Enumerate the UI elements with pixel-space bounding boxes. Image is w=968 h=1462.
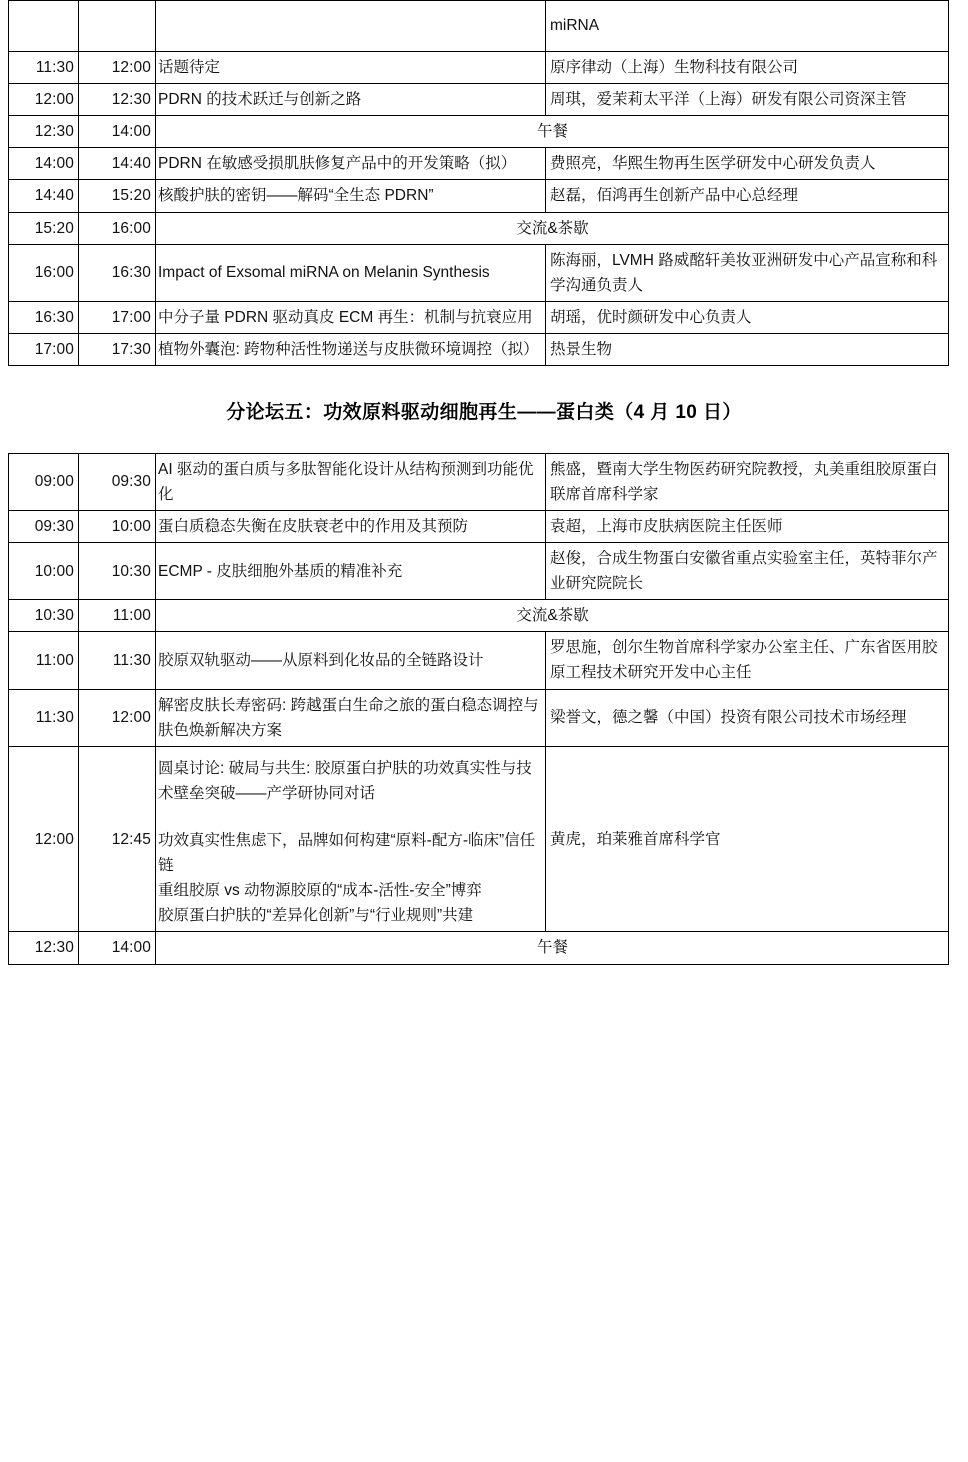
table-row — [9, 632, 949, 689]
cell-topic: 核酸护肤的密钥——解码“全生态 PDRN” — [156, 180, 546, 212]
table-row — [9, 600, 949, 632]
cell-end-time: 17:00 — [79, 301, 156, 333]
cell-topic — [156, 1, 546, 52]
cell-speaker: 热景生物 — [546, 333, 949, 365]
table-row — [9, 689, 949, 746]
table-row — [9, 301, 949, 333]
cell-start-time: 14:40 — [9, 180, 79, 212]
cell-end-time: 11:00 — [79, 600, 156, 632]
cell-end-time: 10:30 — [79, 543, 156, 600]
cell-start-time: 16:30 — [9, 301, 79, 333]
table-spacer — [0, 366, 968, 400]
cell-topic: PDRN 在敏感受损肌肤修复产品中的开发策略（拟） — [156, 148, 546, 180]
cell-end-time: 12:45 — [79, 746, 156, 932]
cell-end-time: 14:00 — [79, 932, 156, 964]
cell-end-time: 14:40 — [79, 148, 156, 180]
cell-topic: 植物外囊泡: 跨物种活性物递送与皮肤微环境调控（拟） — [156, 333, 546, 365]
cell-speaker: 赵俊，合成生物蛋白安徽省重点实验室主任，英特菲尔产业研究院院长 — [546, 543, 949, 600]
cell-merged-break: 交流&茶歇 — [156, 212, 949, 244]
table-row — [9, 116, 949, 148]
roundtable-paragraph: 胶原蛋白护肤的“差异化创新”与“行业规则”共建 — [158, 907, 474, 925]
cell-end-time: 14:00 — [79, 116, 156, 148]
cell-speaker: 梁誉文，德之馨（中国）投资有限公司技术市场经理 — [546, 689, 949, 746]
cell-speaker: 费照亮，华熙生物再生医学研发中心研发负责人 — [546, 148, 949, 180]
cell-end-time: 12:00 — [79, 689, 156, 746]
table-row — [9, 746, 949, 932]
section-title-forum-five: 分论坛五：功效原料驱动细胞再生——蛋白类（4 月 10 日） — [226, 402, 742, 424]
cell-start-time: 12:30 — [9, 932, 79, 964]
cell-end-time: 15:20 — [79, 180, 156, 212]
cell-topic: 话题待定 — [156, 52, 546, 84]
cell-speaker: 赵磊，佰鸿再生创新产品中心总经理 — [546, 180, 949, 212]
table-row — [9, 1, 949, 52]
paragraph-gap — [158, 806, 543, 828]
cell-start-time: 11:30 — [9, 689, 79, 746]
cell-speaker: 胡瑶，优时颜研发中心负责人 — [546, 301, 949, 333]
cell-speaker: 罗思施，创尔生物首席科学家办公室主任、广东省医用胶原工程技术研究开发中心主任 — [546, 632, 949, 689]
table-row — [9, 148, 949, 180]
cell-topic: 胶原双轨驱动——从原料到化妆品的全链路设计 — [156, 632, 546, 689]
cell-start-time: 12:00 — [9, 746, 79, 932]
cell-end-time — [79, 1, 156, 52]
roundtable-paragraph: 重组胶原 vs 动物源胶原的“成本-活性-安全”博弈 — [158, 882, 482, 900]
table-row — [9, 333, 949, 365]
agenda-table-forum-five — [8, 453, 949, 965]
cell-end-time: 10:00 — [79, 510, 156, 542]
cell-start-time: 14:00 — [9, 148, 79, 180]
cell-end-time: 09:30 — [79, 453, 156, 510]
cell-start-time: 10:00 — [9, 543, 79, 600]
cell-topic: AI 驱动的蛋白质与多肽智能化设计从结构预测到功能优化 — [156, 453, 546, 510]
cell-topic: 中分子量 PDRN 驱动真皮 ECM 再生：机制与抗衰应用 — [156, 301, 546, 333]
table-row — [9, 543, 949, 600]
roundtable-paragraph: 功效真实性焦虑下，品牌如何构建“原料-配方-临床”信任链 — [158, 832, 536, 875]
cell-speaker: miRNA — [546, 1, 949, 52]
cell-end-time: 16:00 — [79, 212, 156, 244]
cell-start-time: 09:30 — [9, 510, 79, 542]
cell-start-time: 09:00 — [9, 453, 79, 510]
cell-topic: PDRN 的技术跃迁与创新之路 — [156, 84, 546, 116]
cell-speaker: 熊盛，暨南大学生物医药研究院教授，丸美重组胶原蛋白联席首席科学家 — [546, 453, 949, 510]
agenda-table-forum-four — [8, 0, 949, 366]
roundtable-paragraph: 圆桌讨论: 破局与共生: 胶原蛋白护肤的功效真实性与技术壁垒突破——产学研协同对话 — [158, 759, 532, 802]
cell-start-time: 15:20 — [9, 212, 79, 244]
table-row — [9, 510, 949, 542]
cell-end-time: 16:30 — [79, 244, 156, 301]
cell-topic: 解密皮肤长寿密码: 跨越蛋白生命之旅的蛋白稳态调控与肤色焕新解决方案 — [156, 689, 546, 746]
cell-merged-break: 午餐 — [156, 932, 949, 964]
cell-start-time: 17:00 — [9, 333, 79, 365]
table-row — [9, 453, 949, 510]
cell-merged-break: 午餐 — [156, 116, 949, 148]
title-spacer — [0, 427, 968, 453]
cell-end-time: 17:30 — [79, 333, 156, 365]
cell-start-time: 16:00 — [9, 244, 79, 301]
cell-start-time: 11:30 — [9, 52, 79, 84]
table-row — [9, 932, 949, 964]
cell-end-time: 12:30 — [79, 84, 156, 116]
cell-end-time: 11:30 — [79, 632, 156, 689]
cell-speaker: 袁超，上海市皮肤病医院主任医师 — [546, 510, 949, 542]
cell-speaker: 周琪，爱茉莉太平洋（上海）研发有限公司资深主管 — [546, 84, 949, 116]
cell-merged-break: 交流&茶歇 — [156, 600, 949, 632]
table-row — [9, 212, 949, 244]
table-row — [9, 180, 949, 212]
cell-topic: Impact of Exsomal miRNA on Melanin Synthesis — [156, 244, 546, 301]
cell-start-time: 11:00 — [9, 632, 79, 689]
table-row — [9, 244, 949, 301]
cell-speaker: 陈海丽，LVMH 路威酩轩美妆亚洲研发中心产品宣称和科学沟通负责人 — [546, 244, 949, 301]
cell-start-time — [9, 1, 79, 52]
cell-start-time: 12:00 — [9, 84, 79, 116]
table-row — [9, 52, 949, 84]
table-row — [9, 84, 949, 116]
cell-speaker: 黄虎，珀莱雅首席科学官 — [546, 746, 949, 932]
cell-start-time: 10:30 — [9, 600, 79, 632]
cell-topic: 蛋白质稳态失衡在皮肤衰老中的作用及其预防 — [156, 510, 546, 542]
cell-start-time: 12:30 — [9, 116, 79, 148]
cell-topic: ECMP - 皮肤细胞外基质的精准补充 — [156, 543, 546, 600]
cell-topic — [156, 746, 546, 932]
cell-speaker: 原序律动（上海）生物科技有限公司 — [546, 52, 949, 84]
cell-end-time: 12:00 — [79, 52, 156, 84]
